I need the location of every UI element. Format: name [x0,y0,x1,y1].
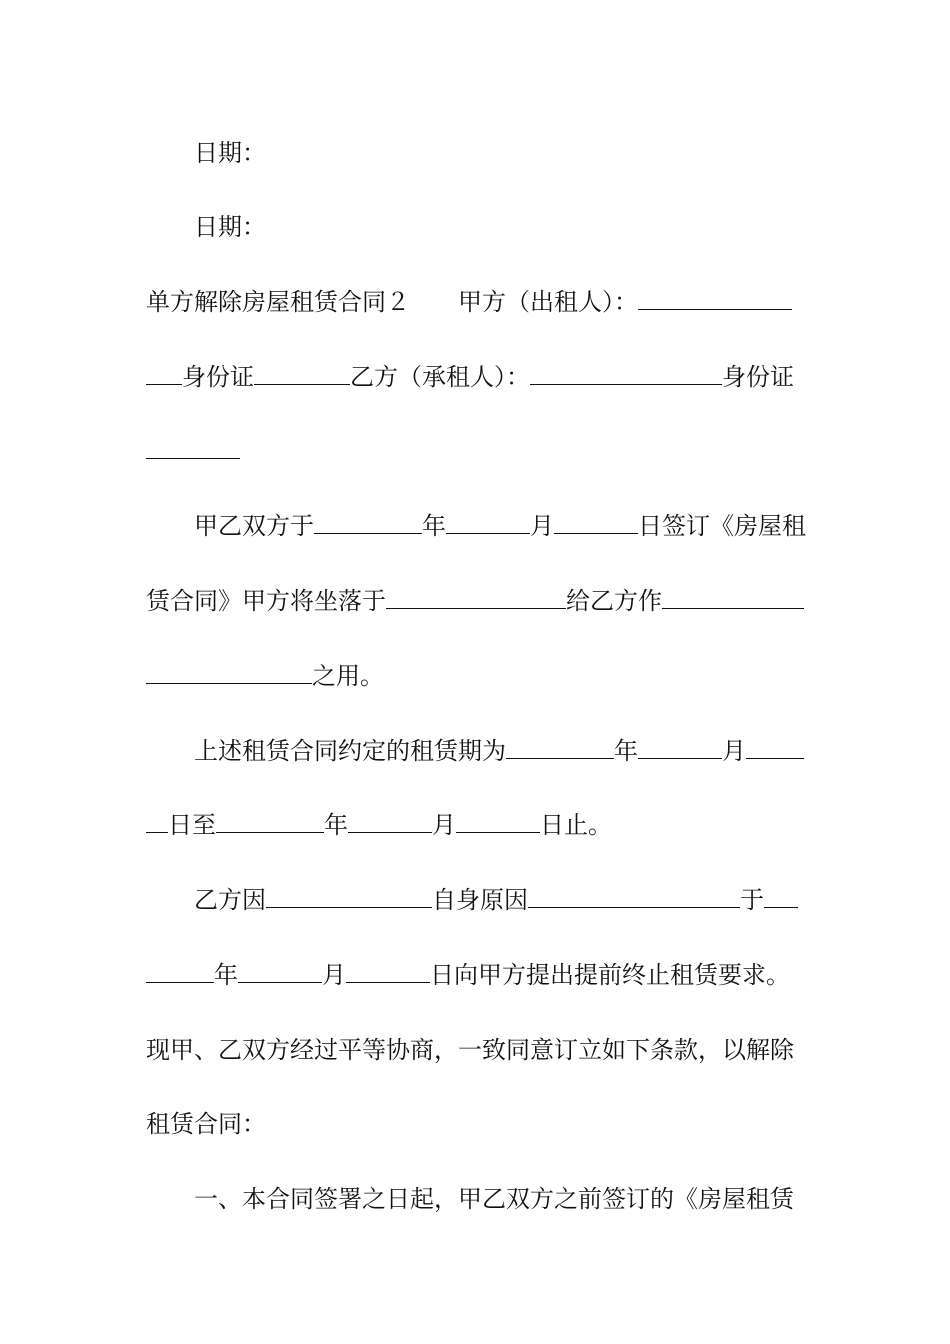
paragraph-3-line-3 [146,1035,806,1065]
address-blank [386,586,566,609]
month-blank [446,511,530,534]
text-run: 甲乙双方于 [194,512,314,540]
month-blank [238,960,322,983]
paragraph-1-line-2 [146,586,806,616]
text-run: 月 [432,811,456,839]
date-line-2 [194,212,854,242]
text-run: 月 [530,512,554,540]
party-b-blank [530,362,722,385]
paragraph-2-line-1 [194,736,806,766]
paragraph-3-line-1 [194,885,806,915]
title-line [146,287,806,317]
contract-title: 单方解除房屋租赁合同２ [146,288,410,316]
text-run: 之用。 [312,662,384,690]
text-run: 一、本合同签署之日起，甲乙双方之前签订的《房屋租赁 [194,1185,794,1213]
text-run: 年 [614,737,638,765]
party-a-blank [638,287,792,310]
text-run: 上述租赁合同约定的租赁期为 [194,737,506,765]
party-b-label: 乙方（承租人）： [350,363,530,391]
purpose-blank-cont [146,661,312,684]
paragraph-3-line-4 [146,1109,806,1139]
text-run: 年 [422,512,446,540]
day-blank [456,810,540,833]
text-run: 日止。 [540,811,612,839]
text-run: 年 [324,811,348,839]
text-run: 乙方因 [194,886,266,914]
paragraph-3-line-2 [146,960,806,990]
text-run: 自身原因 [432,886,528,914]
year-blank [216,810,324,833]
date-label: 日期： [194,213,266,241]
date-line-1 [194,138,854,168]
month-blank [638,736,722,759]
text-run: 给乙方作 [566,587,662,615]
month-blank [348,810,432,833]
text-run: 于 [740,886,764,914]
reason-detail-blank [528,885,740,908]
text-run: 月 [322,961,346,989]
year-blank [506,736,614,759]
day-blank [746,736,804,759]
party-a-id-blank [254,362,350,385]
day-blank [554,511,638,534]
text-run: 月 [722,737,746,765]
text-run: 年 [214,961,238,989]
id-label: 身份证 [182,363,254,391]
party-a-label: 甲方（出租人）： [458,288,638,316]
party-b-id-blank [146,436,240,459]
purpose-blank [662,586,804,609]
text-run: 日签订《房屋租 [638,512,806,540]
paragraph-1-line-1 [194,511,806,541]
id-label: 身份证 [722,363,794,391]
paragraph-4-line-1 [194,1184,854,1214]
text-run: 现甲、乙双方经过平等协商，一致同意订立如下条款，以解除 [146,1036,794,1064]
party-a-blank-cont [146,362,182,385]
text-run: 赁合同》甲方将坐落于 [146,587,386,615]
date-label: 日期： [194,139,266,167]
id-blank-line [146,436,806,466]
paragraph-2-line-2 [146,810,806,840]
paragraph-1-line-3 [146,661,806,691]
reason-blank [266,885,432,908]
day-blank-cont [146,810,168,833]
text-run: 日至 [168,811,216,839]
id-line [146,362,806,392]
text-run: 租赁合同： [146,1110,266,1138]
text-run: 日向甲方提出提前终止租赁要求。 [430,961,790,989]
day-blank [346,960,430,983]
year-blank [314,511,422,534]
year-blank-cont [146,960,214,983]
year-blank [764,885,798,908]
